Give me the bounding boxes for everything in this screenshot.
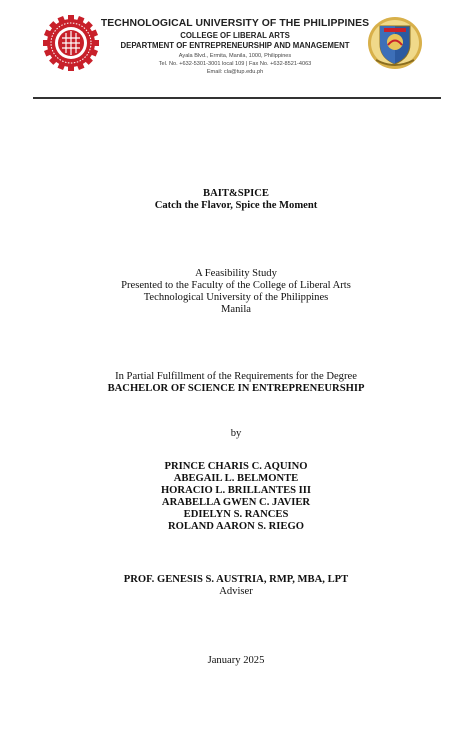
fulfillment-line: In Partial Fulfillment of the Requirements for the Degree (115, 371, 357, 382)
author-name: ABEGAIL L. BELMONTE (173, 473, 299, 484)
degree-name: BACHELOR OF SCIENCE IN ENTREPRENEURSHIP (107, 383, 365, 394)
department-name: DEPARTMENT OF ENTREPRENEURSHIP AND MANAGEMENT (120, 41, 350, 50)
institution: Technological University of the Philippines (143, 292, 329, 303)
email-line: Email: cla@tup.edu.ph (206, 69, 264, 75)
project-title: BAIT&SPICE (203, 188, 269, 199)
author-name: ARABELLA GWEN C. JAVIER (161, 497, 311, 508)
author-name: EDIELYN S. RANCES (183, 509, 289, 520)
location: Manila (220, 304, 251, 315)
presented-to: Presented to the Faculty of the College of Liberal Arts (121, 280, 351, 291)
telfax-line: Tel. No. +632-5301-3001 local 109 | Fax No. +632-8521-4063 (158, 61, 312, 67)
college-crest-icon (366, 14, 424, 72)
author-name: HORACIO L. BRILLANTES III (160, 485, 312, 496)
address-line: Ayala Blvd., Ermita, Manila, 1000, Philippines (178, 53, 292, 59)
adviser-role: Adviser (219, 586, 253, 597)
adviser-name: PROF. GENESIS S. AUSTRIA, RMP, MBA, LPT (123, 574, 349, 585)
university-name: TECHNOLOGICAL UNIVERSITY OF THE PHILIPPINES (100, 18, 370, 29)
author-name: PRINCE CHARIS C. AQUINO (164, 461, 308, 472)
college-name: COLLEGE OF LIBERAL ARTS (180, 31, 290, 40)
tup-gear-seal-icon (42, 14, 100, 72)
letterhead-divider (33, 97, 441, 99)
study-type: A Feasibility Study (195, 268, 277, 279)
by-label: by (230, 428, 242, 439)
project-tagline: Catch the Flavor, Spice the Moment (154, 200, 318, 211)
submission-date: January 2025 (207, 655, 265, 666)
author-name: ROLAND AARON S. RIEGO (168, 521, 304, 532)
